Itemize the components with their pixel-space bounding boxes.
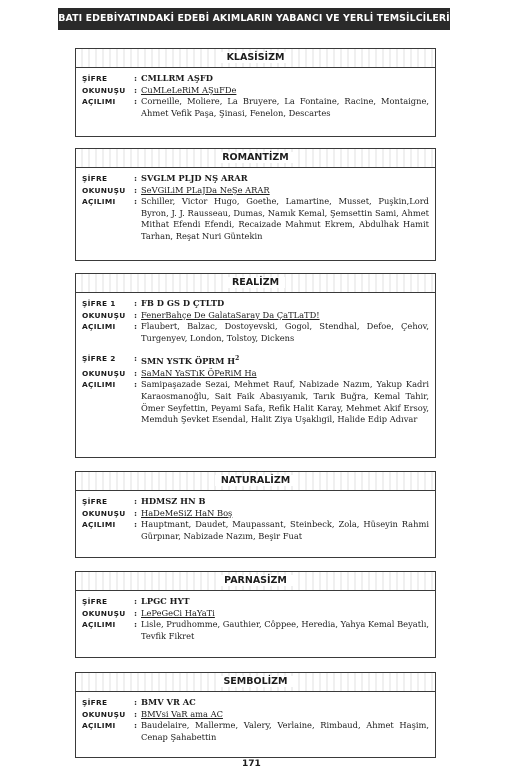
sifre-label: ŞİFRE [82, 698, 108, 707]
acilimi-label: AÇILIMI [82, 620, 116, 630]
colon: : [134, 367, 138, 378]
okunusu-label: OKUNUŞU [82, 310, 126, 320]
section-title-text: PARNASİZM [218, 575, 293, 586]
section-title-text: NATURALİZM [215, 475, 296, 486]
page-number: 171 [242, 759, 261, 769]
okunusu-label: OKUNUŞU [82, 185, 126, 195]
colon: : [134, 73, 138, 83]
section-realizm [75, 273, 436, 458]
colon: : [134, 519, 138, 530]
okunusu-label: OKUNUŞU [82, 508, 126, 518]
section-title [76, 149, 435, 168]
section-title [76, 49, 435, 68]
sifre-value: BMV VR AC [141, 697, 196, 707]
section-sembolizm [75, 672, 436, 758]
acilimi1-value: Flaubert, Balzac, Dostoyevski, Gogol, Stendhal, Defoe, Çehov, Turgenyev, London, Tolstoy, Dickens [141, 321, 429, 343]
sifre2-label: ŞİFRE 2 [82, 354, 116, 364]
colon: : [134, 708, 138, 719]
colon: : [134, 379, 138, 390]
colon: : [134, 196, 138, 207]
section-parnasizm [75, 571, 436, 658]
colon: : [134, 720, 138, 731]
acilimi-value: Corneille, Moliere, La Bruyere, La Fontaine, Racine, Montaigne, Ahmet Vefik Paşa, Şinasi, Fenelon, Descartes [141, 96, 429, 118]
acilimi-label: AÇILIMI [82, 322, 116, 332]
okunusu1-value: FenerBahçe De GalataSaray Da ÇaTLaTD! [141, 309, 320, 320]
okunusu-value: LePeGeCi HaYaTi [141, 607, 215, 618]
acilimi-value: Hauptmant, Daudet, Maupassant, Steinbeck, Zola, Hüseyin Rahmi Gürpınar, Nabizade Nazım, Beşir Fuat [141, 519, 429, 541]
section-title-text: ROMANTİZM [216, 152, 295, 163]
acilimi-value: Schiller, Victor Hugo, Goethe, Lamartine, Musset, Puşkin,Lord Byron, J. J. Rausseau, Dumas, Namık Kemal, Şemsettin Sami, Ahmet Mithat Efendi Efendi, Recaizade Mahmut Ekrem, Abdulhak Hamit Tarhan, Reşat Nuri Güntekin [141, 196, 429, 241]
acilimi2-value: Samipaşazade Sezai, Mehmet Rauf, Nabizade Nazım, Yakup Kadri Karaosmanoğlu, Sait Faik Abasıyanık, Tarık Buğra, Kemal Tahir, Ömer Seyfettin, Peyami Safa, Refik Halit Karay, Mehmet Akif Ersoy, Memduh Şevket Esendal, Halit Ziya Uşaklıgil, Halide Edip Adıvar [141, 379, 429, 425]
section-title [76, 673, 435, 692]
colon: : [134, 309, 138, 320]
acilimi-label: AÇILIMI [82, 380, 116, 390]
sifre-value: SVGLM PLJD NŞ ARAR [141, 173, 248, 183]
acilimi-value: Baudelaire, Mallerme, Valery, Verlaine, Rimbaud, Ahmet Haşim, Cenap Şahabettin [141, 720, 429, 742]
colon: : [134, 496, 138, 506]
colon: : [134, 697, 138, 707]
acilimi-label: AÇILIMI [82, 520, 116, 530]
sifre1-value: FB D GS D ÇTLTD [141, 298, 225, 308]
colon: : [134, 607, 138, 618]
sifre-value: HDMSZ HN B [141, 496, 206, 506]
colon: : [134, 298, 138, 308]
okunusu-label: OKUNUŞU [82, 85, 126, 95]
sifre1-label: ŞİFRE 1 [82, 299, 116, 308]
okunusu2-value: SaMaN YaSTıK ÖPeRiM Ha [141, 367, 257, 378]
okunusu-label: OKUNUŞU [82, 368, 126, 378]
section-klasisizm [75, 48, 436, 137]
colon: : [134, 619, 138, 630]
okunusu-label: OKUNUŞU [82, 608, 126, 618]
section-naturalizm [75, 471, 436, 558]
acilimi-label: AÇILIMI [82, 97, 116, 107]
colon: : [134, 84, 138, 95]
section-title [76, 274, 435, 293]
sifre-label: ŞİFRE [82, 74, 108, 83]
sifre-value: LPGC HYT [141, 596, 190, 606]
okunusu-value: SeVGiLiM PLaJDa NeŞe ARAR [141, 184, 270, 195]
okunusu-value: HaDeMeSiZ HaN Boş [141, 507, 233, 518]
okunusu-label: OKUNUŞU [82, 709, 126, 719]
section-title-text: KLASİSİZM [221, 52, 291, 63]
colon: : [134, 173, 138, 183]
okunusu-value: BMVsi VaR ama AC [141, 708, 223, 719]
page-header: BATI EDEBİYATINDAKİ EDEBİ AKIMLARIN YABANCI VE YERLİ TEMSİLCİLERİ [58, 8, 450, 30]
section-title [76, 572, 435, 591]
acilimi-label: AÇILIMI [82, 197, 116, 207]
colon: : [134, 184, 138, 195]
section-title-text: REALİZM [226, 277, 285, 288]
sifre2-text: SMN YSTK ÖPRM H [141, 356, 236, 367]
sifre-value: CMLLRM AŞFD [141, 73, 213, 83]
okunusu-value: CuMLeLeRiM AŞuFDe [141, 84, 237, 95]
colon: : [134, 321, 138, 332]
colon: : [134, 353, 138, 364]
section-title-text: SEMBOLİZM [217, 676, 293, 687]
section-romantizm [75, 148, 436, 261]
colon: : [134, 507, 138, 518]
sifre-label: ŞİFRE [82, 597, 108, 606]
colon: : [134, 96, 138, 107]
acilimi-value: Lisle, Prudhomme, Gauthier, Côppee, Heredia, Yahya Kemal Beyatlı, Tevfik Fikret [141, 619, 429, 641]
sifre2-value [141, 353, 429, 367]
acilimi-label: AÇILIMI [82, 721, 116, 731]
sifre2-superscript: 2 [235, 355, 240, 363]
colon: : [134, 596, 138, 606]
section-title [76, 472, 435, 491]
sifre-label: ŞİFRE [82, 497, 108, 506]
sifre-label: ŞİFRE [82, 174, 108, 183]
